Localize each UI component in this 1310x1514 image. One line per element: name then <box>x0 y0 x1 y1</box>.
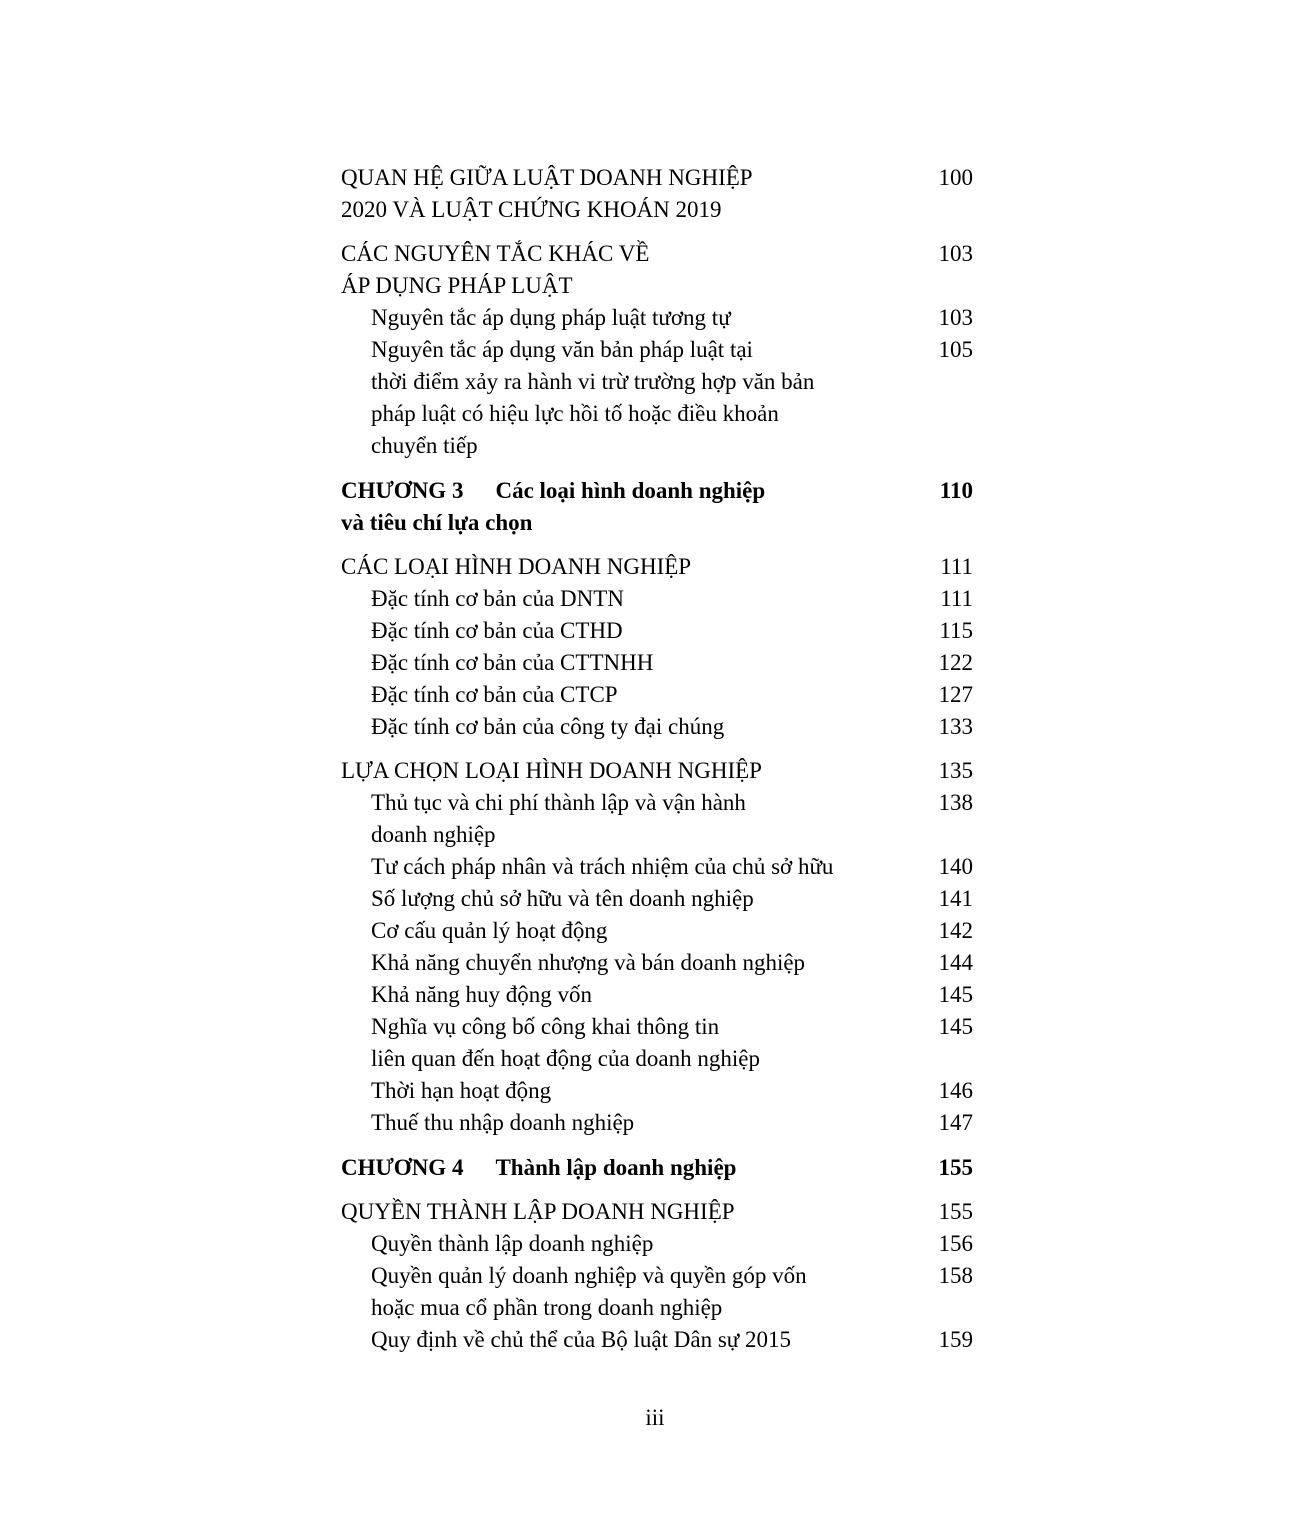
toc-entry-page: 133 <box>938 714 973 739</box>
chapter-label: CHƯƠNG 3 <box>341 478 464 503</box>
toc-entry-page: 111 <box>940 586 973 611</box>
toc-entry <box>341 334 973 462</box>
toc-entry-line: Khả năng huy động vốn <box>371 982 593 1007</box>
toc-entry-text <box>341 947 805 979</box>
toc-entry-page: 103 <box>938 241 973 266</box>
toc-entry-line: Thời hạn hoạt động <box>371 1078 552 1103</box>
toc-entry-page: 110 <box>939 478 973 503</box>
toc-entry-line: ÁP DỤNG PHÁP LUẬT <box>341 273 573 298</box>
toc-entry-page: 155 <box>938 1199 973 1224</box>
toc-entry-text <box>341 1152 736 1184</box>
toc-entry-line: QUAN HỆ GIỮA LUẬT DOANH NGHIỆP <box>341 165 753 190</box>
toc-entry-text <box>341 883 754 915</box>
toc-entry-text <box>341 1011 760 1075</box>
toc-entry <box>341 238 973 302</box>
toc-entry-page: 140 <box>938 854 973 879</box>
toc-entry-page: 159 <box>938 1327 973 1352</box>
toc-entry-line: Thuế thu nhập doanh nghiệp <box>371 1110 635 1135</box>
chapter-title: Các loại hình doanh nghiệp <box>495 478 766 503</box>
toc-entry-page: 147 <box>938 1110 973 1135</box>
toc-entry <box>341 755 973 787</box>
toc-entry-page: 103 <box>938 305 973 330</box>
toc-entry <box>341 915 973 947</box>
toc-entry-page: 100 <box>938 165 973 190</box>
toc-entry-line <box>341 1152 736 1184</box>
toc-entry-line: Quy định về chủ thể của Bộ luật Dân sự 2015 <box>371 1327 791 1352</box>
toc-entry-text <box>341 787 746 851</box>
toc-entry-page: 122 <box>938 650 973 675</box>
toc-entry <box>341 1107 973 1139</box>
toc-entry-page: 145 <box>938 1014 973 1039</box>
toc-entry-line: Thủ tục và chi phí thành lập và vận hành <box>371 790 746 815</box>
toc-entry <box>341 1152 973 1184</box>
toc-entry <box>341 711 973 743</box>
toc-entry-text <box>341 915 607 947</box>
toc-entry-line: LỰA CHỌN LOẠI HÌNH DOANH NGHIỆP <box>341 758 762 783</box>
toc-list <box>341 150 973 1356</box>
toc-entry <box>341 162 973 226</box>
toc-entry <box>341 1324 973 1356</box>
toc-entry <box>341 302 973 334</box>
toc-entry <box>341 979 973 1011</box>
toc-entry-text <box>341 1228 653 1260</box>
toc-entry-line: Quyền quản lý doanh nghiệp và quyền góp vốn <box>371 1263 807 1288</box>
chapter-title: Thành lập doanh nghiệp <box>495 1155 737 1180</box>
toc-entry-line <box>341 475 765 507</box>
toc-entry-text <box>341 302 731 334</box>
toc-entry-text <box>341 615 623 647</box>
toc-entry-line: thời điểm xảy ra hành vi trừ trường hợp văn bản <box>371 369 815 394</box>
toc-entry-line: QUYỀN THÀNH LẬP DOANH NGHIỆP <box>341 1199 735 1224</box>
toc-entry-text <box>341 1196 735 1228</box>
toc-entry-line: CÁC NGUYÊN TẮC KHÁC VỀ <box>341 241 650 266</box>
toc-entry-text <box>341 475 765 539</box>
toc-entry <box>341 851 973 883</box>
toc-entry <box>341 1196 973 1228</box>
toc-entry-line: pháp luật có hiệu lực hồi tố hoặc điều khoản <box>371 401 779 426</box>
toc-entry-text <box>341 238 649 302</box>
toc-entry-text <box>341 851 833 883</box>
toc-entry-page: 127 <box>938 682 973 707</box>
toc-entry-text <box>341 1107 634 1139</box>
toc-entry-text <box>341 755 762 787</box>
toc-entry-line: Quyền thành lập doanh nghiệp <box>371 1231 654 1256</box>
toc-entry-line: Đặc tính cơ bản của CTHD <box>371 618 623 643</box>
toc-entry-text <box>341 551 691 583</box>
toc-entry-page: 142 <box>938 918 973 943</box>
toc-entry-line: Đặc tính cơ bản của CTTNHH <box>371 650 654 675</box>
toc-entry-page: 155 <box>938 1155 973 1180</box>
toc-entry-page: 156 <box>938 1231 973 1256</box>
toc-entry <box>341 883 973 915</box>
toc-entry-page: 105 <box>938 337 973 362</box>
toc-entry-text <box>341 1075 551 1107</box>
toc-entry-text <box>341 647 653 679</box>
toc-entry-text <box>341 162 753 226</box>
toc-entry-line: CÁC LOẠI HÌNH DOANH NGHIỆP <box>341 554 692 579</box>
toc-entry-text <box>341 1260 807 1324</box>
toc-entry <box>341 551 973 583</box>
toc-entry-line: hoặc mua cổ phần trong doanh nghiệp <box>371 1295 723 1320</box>
toc-entry-line: Cơ cấu quản lý hoạt động <box>371 918 608 943</box>
toc-entry-page: 158 <box>938 1263 973 1288</box>
toc-entry <box>341 647 973 679</box>
toc-entry-text <box>341 679 618 711</box>
toc-entry-line: chuyển tiếp <box>371 433 478 458</box>
page-footer-number: iii <box>645 1405 665 1430</box>
toc-entry-line: Đặc tính cơ bản của DNTN <box>371 586 624 611</box>
toc-entry-line: 2020 VÀ LUẬT CHỨNG KHOÁN 2019 <box>341 197 722 222</box>
toc-entry-text <box>341 583 624 615</box>
toc-entry-line: Nguyên tắc áp dụng pháp luật tương tự <box>371 305 731 330</box>
toc-entry-line: Đặc tính cơ bản của công ty đại chúng <box>371 714 725 739</box>
toc-entry-page: 115 <box>939 618 973 643</box>
toc-entry <box>341 679 973 711</box>
toc-entry-page: 141 <box>938 886 973 911</box>
toc-entry-line: Đặc tính cơ bản của CTCP <box>371 682 618 707</box>
toc-entry-line: Số lượng chủ sở hữu và tên doanh nghiệp <box>371 886 754 911</box>
toc-entry-line: Nguyên tắc áp dụng văn bản pháp luật tại <box>371 337 753 362</box>
toc-entry-page: 135 <box>938 758 973 783</box>
toc-entry-line: doanh nghiệp <box>371 822 496 847</box>
toc-entry <box>341 947 973 979</box>
toc-entry <box>341 583 973 615</box>
toc-entry-text <box>341 1324 791 1356</box>
toc-entry-line: Khả năng chuyển nhượng và bán doanh nghiệp <box>371 950 806 975</box>
toc-entry-page: 144 <box>938 950 973 975</box>
toc-entry-text <box>341 711 724 743</box>
toc-entry <box>341 615 973 647</box>
toc-entry <box>341 1075 973 1107</box>
toc-entry <box>341 1011 973 1075</box>
toc-entry-page: 138 <box>938 790 973 815</box>
toc-entry-text <box>341 334 814 462</box>
toc-entry <box>341 1260 973 1324</box>
toc-entry-page: 146 <box>938 1078 973 1103</box>
toc-entry <box>341 1228 973 1260</box>
toc-entry-page: 111 <box>940 554 973 579</box>
chapter-label: CHƯƠNG 4 <box>341 1155 464 1180</box>
toc-entry-line: Tư cách pháp nhân và trách nhiệm của chủ sở hữu <box>371 854 834 879</box>
toc-entry <box>341 787 973 851</box>
toc-entry-page: 145 <box>938 982 973 1007</box>
toc-entry-text <box>341 979 592 1011</box>
toc-entry-line: Nghĩa vụ công bố công khai thông tin <box>371 1014 720 1039</box>
toc-entry <box>341 475 973 539</box>
toc-entry-line: liên quan đến hoạt động của doanh nghiệp <box>371 1046 760 1071</box>
toc-entry-line: và tiêu chí lựa chọn <box>341 510 533 535</box>
